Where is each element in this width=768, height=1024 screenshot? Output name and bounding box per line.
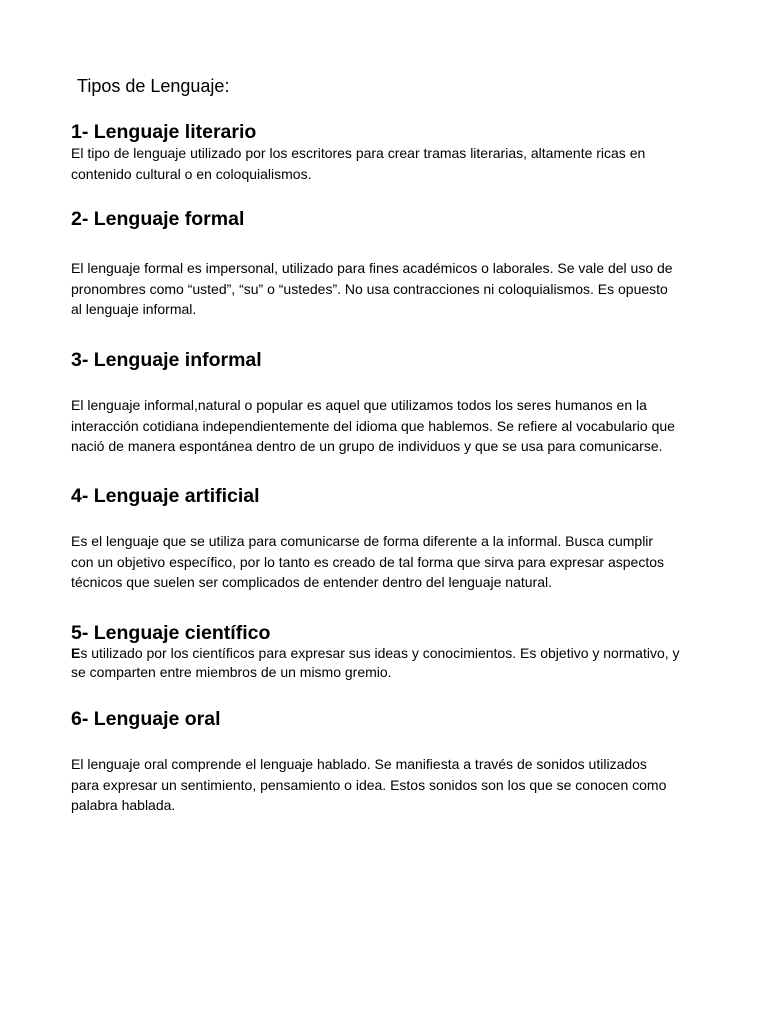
section-heading-oral: 6- Lenguaje oral: [71, 708, 221, 730]
body-line: Es el lenguaje que se utiliza para comunicarse de forma diferente a la informal. Busca cumplir: [71, 533, 654, 549]
body-line: para expresar un sentimiento, pensamiento o idea. Estos sonidos son los que se conocen como: [71, 776, 667, 793]
body-line: El lenguaje oral comprende el lenguaje hablado. Se manifiesta a través de sonidos utilizados: [71, 756, 647, 772]
section-heading-informal: 3- Lenguaje informal: [71, 349, 262, 371]
section-body-cientifico: [71, 644, 711, 681]
section-body-artificial: [71, 531, 711, 593]
section-heading-cientifico: 5- Lenguaje científico: [71, 622, 271, 644]
section-heading-literario: 1- Lenguaje literario: [71, 121, 257, 143]
lead-letter: E: [71, 645, 81, 661]
document-title: Tipos de Lenguaje:: [77, 76, 230, 96]
body-line: [71, 644, 711, 663]
body-line: contenido cultural o en coloquialismos.: [71, 165, 312, 182]
body-line: pronombres como “usted”, “su” o “ustedes”. No usa contracciones ni coloquialismos. Es opuesto: [71, 280, 668, 297]
body-line: al lenguaje informal.: [71, 301, 197, 317]
section-body-literario: [71, 143, 711, 184]
body-line: interacción cotidiana independientemente del idioma que hablemos. Se refiere al vocabulario que: [71, 417, 675, 434]
body-line: El lenguaje informal,natural o popular es aquel que utilizamos todos los seres humanos en la: [71, 397, 647, 413]
body-line: con un objetivo específico, por lo tanto es creado de tal forma que sirva para expresar aspectos: [71, 553, 665, 570]
section-body-formal: [71, 258, 711, 320]
body-line-text: s utilizado por los científicos para expresar sus ideas y conocimientos. Es objetivo y normativo, y: [80, 645, 680, 661]
body-line: técnicos que suelen ser complicados de entender dentro del lenguaje natural.: [71, 574, 552, 590]
body-line: se comparten entre miembros de un mismo gremio.: [71, 663, 392, 680]
body-line: palabra hablada.: [71, 797, 176, 813]
section-body-oral: [71, 754, 711, 816]
body-line: El lenguaje formal es impersonal, utilizado para fines académicos o laborales. Se vale del uso de: [71, 260, 673, 276]
body-line: El tipo de lenguaje utilizado por los escritores para crear tramas literarias, altamente ricas en: [71, 145, 646, 161]
section-heading-artificial: 4- Lenguaje artificial: [71, 485, 260, 507]
body-line: nació de manera espontánea dentro de un grupo de individuos y que se usa para comunicarse.: [71, 438, 663, 454]
section-body-informal: [71, 395, 711, 457]
section-heading-formal: 2- Lenguaje formal: [71, 208, 245, 230]
